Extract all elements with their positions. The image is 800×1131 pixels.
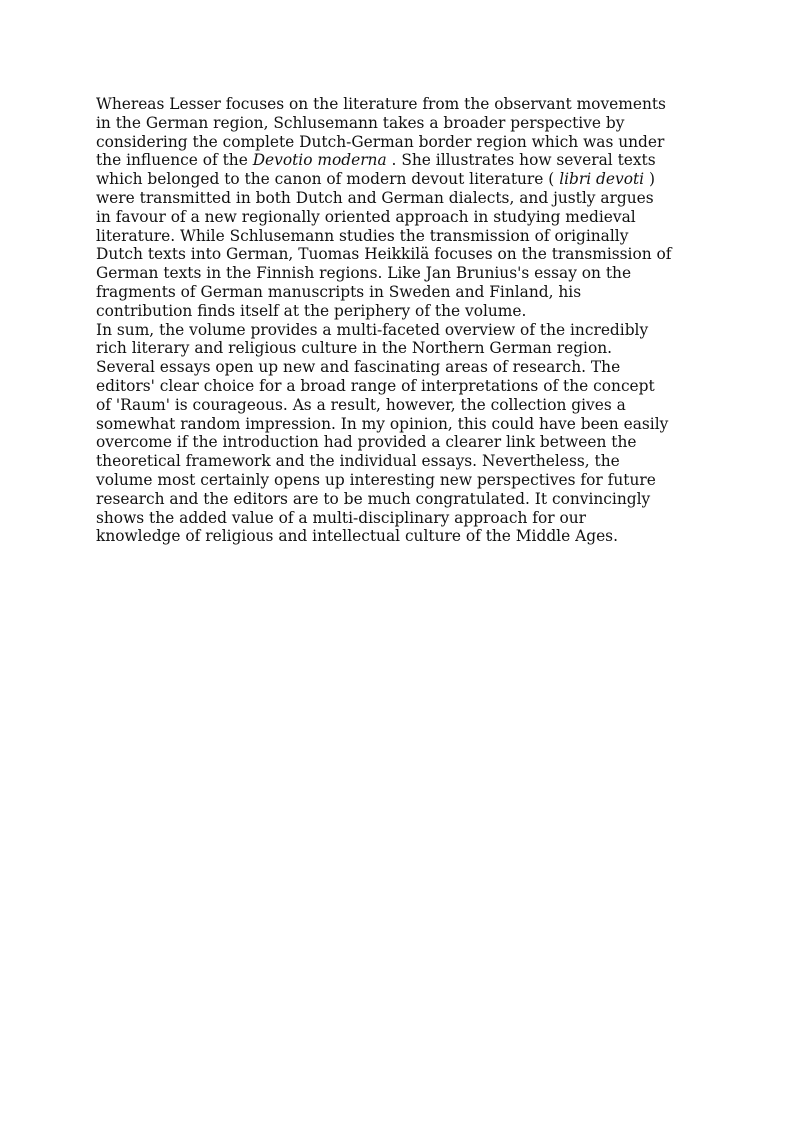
italic-term: Devotio moderna: [252, 151, 387, 170]
text-segment: volume most certainly opens up interesting new perspectives for future: [96, 470, 656, 489]
text-line: [96, 452, 716, 471]
text-line: [96, 415, 716, 434]
text-segment: In sum, the volume provides a multi-faceted overview of the incredibly: [96, 320, 649, 339]
text-segment: literature. While Schlusemann studies the transmission of originally: [96, 226, 629, 245]
text-segment: research and the editors are to be much congratulated. It convincingly: [96, 489, 651, 508]
text-line: [96, 133, 716, 152]
text-line: [96, 339, 716, 358]
text-line: [96, 208, 716, 227]
text-line: [96, 490, 716, 509]
text-segment: of 'Raum' is courageous. As a result, however, the collection gives a: [96, 395, 626, 414]
text-line: [96, 114, 716, 133]
text-segment: overcome if the introduction had provided a clearer link between the: [96, 433, 637, 452]
text-segment: considering the complete Dutch-German border region which was under: [96, 132, 665, 151]
paragraph-2: [96, 321, 716, 547]
text-segment: ): [644, 170, 655, 189]
text-segment: in favour of a new regionally oriented approach in studying medieval: [96, 207, 636, 226]
text-segment: editors' clear choice for a broad range of interpretations of the concept: [96, 376, 655, 395]
paragraph-1: [96, 95, 716, 321]
text-line: [96, 358, 716, 377]
text-segment: were transmitted in both Dutch and German dialects, and justly argues: [96, 188, 654, 207]
text-line: [96, 527, 716, 546]
text-line: [96, 283, 716, 302]
text-line: [96, 433, 716, 452]
text-line: [96, 302, 716, 321]
text-segment: Whereas Lesser focuses on the literature from the observant movements: [96, 95, 666, 113]
text-segment: contribution finds itself at the periphery of the volume.: [96, 301, 527, 320]
text-segment: rich literary and religious culture in the Northern German region.: [96, 339, 613, 358]
text-segment: the influence of the: [96, 151, 253, 170]
text-line: [96, 151, 716, 170]
text-line: [96, 189, 716, 208]
text-line: [96, 245, 716, 264]
text-line: [96, 377, 716, 396]
text-segment: shows the added value of a multi-disciplinary approach for our: [96, 508, 587, 527]
text-segment: somewhat random impression. In my opinion, this could have been easily: [96, 414, 669, 433]
text-segment: German texts in the Finnish regions. Like Jan Brunius's essay on the: [96, 264, 632, 283]
text-segment: which belonged to the canon of modern devout literature (: [96, 170, 560, 189]
text-line: [96, 170, 716, 189]
text-line: [96, 509, 716, 528]
text-segment: fragments of German manuscripts in Sweden and Finland, his: [96, 282, 582, 301]
text-line: [96, 396, 716, 415]
italic-term: libri devoti: [559, 170, 645, 189]
text-segment: Several essays open up new and fascinating areas of research. The: [96, 358, 621, 377]
text-segment: Dutch texts into German, Tuomas Heikkilä focuses on the transmission of: [96, 245, 672, 264]
text-line: [96, 95, 716, 114]
text-line: [96, 264, 716, 283]
text-segment: theoretical framework and the individual essays. Nevertheless, the: [96, 452, 620, 471]
text-segment: knowledge of religious and intellectual culture of the Middle Ages.: [96, 527, 618, 546]
text-line: [96, 227, 716, 246]
text-segment: . She illustrates how several texts: [386, 151, 656, 170]
text-segment: in the German region, Schlusemann takes a broader perspective by: [96, 113, 625, 132]
text-line: [96, 471, 716, 490]
document-body: [96, 95, 716, 546]
text-line: [96, 321, 716, 340]
